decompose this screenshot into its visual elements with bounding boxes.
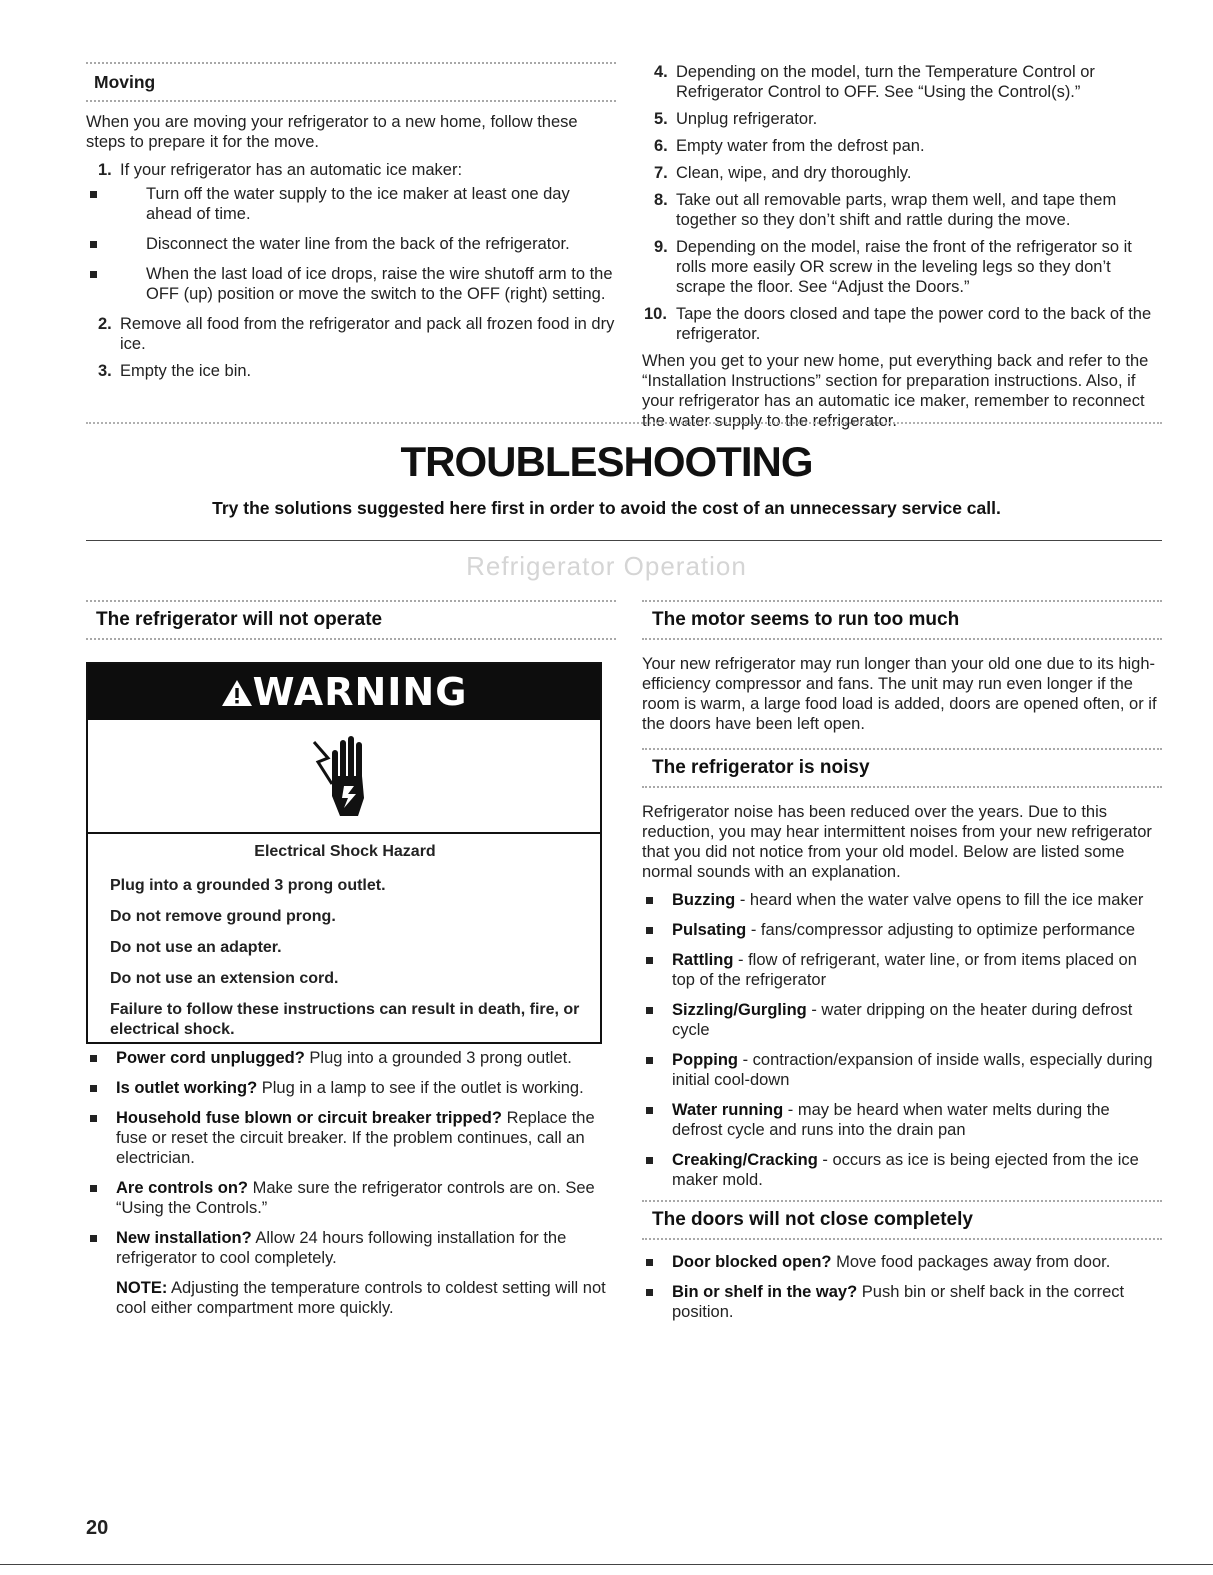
divider bbox=[642, 786, 1162, 788]
list-item: Buzzing - heard when the water valve opens to fill the ice maker bbox=[642, 890, 1162, 910]
list-item: Sizzling/Gurgling - water dripping on the heater during defrost cycle bbox=[642, 1000, 1162, 1040]
page-title: TROUBLESHOOTING bbox=[400, 438, 813, 485]
divider bbox=[642, 638, 1162, 640]
list-item: Are controls on? Make sure the refrigerator controls are on. See “Using the Controls.” bbox=[86, 1178, 606, 1218]
moving-steps-list bbox=[86, 160, 616, 381]
list-item: Power cord unplugged? Plug into a grounded 3 prong outlet. bbox=[86, 1048, 606, 1068]
note: NOTE: Adjusting the temperature controls to coldest setting will not cool either compartment more quickly. bbox=[116, 1279, 606, 1317]
not-operate-heading-block bbox=[86, 600, 616, 640]
hazard-label: Electrical Shock Hazard bbox=[254, 843, 436, 860]
moving-step: 9. Depending on the model, raise the front of the refrigerator so it rolls more easily OR screw in the leveling legs so they don’t scrape the floor. See “Adjust the Doors.” bbox=[654, 238, 1132, 296]
list-item: New installation? Allow 24 hours following installation for the refrigerator to cool completely. bbox=[86, 1228, 606, 1268]
warning-line: Failure to follow these instructions can result in death, fire, or electrical shock. bbox=[110, 1001, 580, 1038]
list-item: Pulsating - fans/compressor adjusting to optimize performance bbox=[642, 920, 1162, 940]
right-troubleshooting-column bbox=[642, 600, 1162, 1332]
moving-right-column bbox=[642, 62, 1164, 439]
list-item: Door blocked open? Move food packages away from door. bbox=[642, 1252, 1162, 1272]
warning-banner: WARNING bbox=[88, 664, 600, 720]
warning-triangle-icon bbox=[221, 678, 253, 708]
section-divider bbox=[86, 422, 1162, 424]
electrical-shock-hand-icon bbox=[310, 728, 380, 824]
list-item: Creaking/Cracking - occurs as ice is being ejected from the ice maker mold. bbox=[642, 1150, 1162, 1190]
not-operate-heading: The refrigerator will not operate bbox=[96, 609, 383, 630]
noisy-text: Refrigerator noise has been reduced over the years. Due to this reduction, you may hear intermittent noises from your new refrigerator that you did not notice from your old model. Below are listed some normal sounds with an explanation. bbox=[642, 803, 1152, 881]
moving-closing: When you get to your new home, put everything back and refer to the “Installation Instructions” section for preparation instructions. Also, if your refrigerator has an automatic ice maker, remember to reconnect the water supply to the refrigerator. bbox=[642, 352, 1149, 430]
category-title: Refrigerator Operation bbox=[466, 551, 747, 581]
warning-line: Do not remove ground prong. bbox=[110, 908, 336, 925]
page-subtitle: Try the solutions suggested here first in order to avoid the cost of an unnecessary service call. bbox=[212, 498, 1001, 518]
doors-list bbox=[642, 1252, 1162, 1322]
noise-list bbox=[642, 890, 1162, 1190]
moving-step: 7. Clean, wipe, and dry thoroughly. bbox=[654, 164, 912, 182]
divider bbox=[86, 638, 616, 640]
list-item: Bin or shelf in the way? Push bin or shelf back in the correct position. bbox=[642, 1282, 1162, 1322]
not-operate-list bbox=[86, 1048, 606, 1268]
warning-line: Plug into a grounded 3 prong outlet. bbox=[110, 877, 386, 894]
doors-heading: The doors will not close completely bbox=[652, 1209, 973, 1230]
motor-text: Your new refrigerator may run longer than your old one due to its high-efficiency compressor and fans. The unit may run even longer if the room is warm, a large food load is added, doors are opened often, or if the doors have been left open. bbox=[642, 655, 1157, 733]
warning-line: Do not use an extension cord. bbox=[110, 970, 339, 987]
shock-icon-area bbox=[88, 720, 600, 834]
moving-heading: Moving bbox=[94, 72, 156, 92]
moving-step: 8. Take out all removable parts, wrap them well, and tape them together so they don’t shift and rattle during the move. bbox=[654, 191, 1117, 229]
divider bbox=[86, 100, 616, 102]
moving-step: 1. If your refrigerator has an automatic ice maker: Turn off the water supply to the ice maker at least one day ahead of time. Disconnect the water line from the back of the refrigerator. When the last load of ice drops, raise the wire shutoff arm to the OFF (up) position or move the switch to the OFF (right) setting. bbox=[86, 160, 616, 304]
moving-step: 5. Unplug refrigerator. bbox=[654, 110, 818, 128]
list-item: Water running - may be heard when water melts during the defrost cycle and runs into the drain pan bbox=[642, 1100, 1162, 1140]
divider bbox=[642, 1238, 1162, 1240]
moving-steps-list-continued bbox=[642, 62, 1164, 344]
moving-step: 6. Empty water from the defrost pan. bbox=[654, 137, 925, 155]
list-item: Household fuse blown or circuit breaker tripped? Replace the fuse or reset the circuit breaker. If the problem continues, call an electrician. bbox=[86, 1108, 606, 1168]
moving-step: 4. Depending on the model, turn the Temperature Control or Refrigerator Control to OFF. See “Using the Control(s).” bbox=[654, 63, 1095, 101]
moving-intro: When you are moving your refrigerator to a new home, follow these steps to prepare it for the move. bbox=[86, 113, 578, 151]
noisy-heading: The refrigerator is noisy bbox=[652, 757, 870, 778]
moving-step: 3. Empty the ice bin. bbox=[98, 362, 252, 380]
header-rule bbox=[86, 540, 1162, 541]
warning-line: Do not use an adapter. bbox=[110, 939, 282, 956]
moving-left-column bbox=[86, 62, 616, 388]
warning-box bbox=[86, 662, 602, 1044]
list-item: Disconnect the water line from the back of the refrigerator. bbox=[86, 234, 616, 254]
moving-step: 10. Tape the doors closed and tape the power cord to the back of the refrigerator. bbox=[644, 305, 1152, 343]
moving-step: 2. Remove all food from the refrigerator and pack all frozen food in dry ice. bbox=[98, 315, 615, 353]
not-operate-checklist bbox=[86, 1044, 606, 1326]
footer-rule bbox=[0, 1564, 1213, 1565]
page-number: 20 bbox=[86, 1517, 109, 1539]
warning-body bbox=[88, 834, 600, 1040]
list-item: Rattling - flow of refrigerant, water line, or from items placed on top of the refrigerator bbox=[642, 950, 1162, 990]
list-item: When the last load of ice drops, raise the wire shutoff arm to the OFF (up) position or move the switch to the OFF (right) setting. bbox=[86, 264, 616, 304]
list-item: Popping - contraction/expansion of inside walls, especially during initial cool-down bbox=[642, 1050, 1162, 1090]
motor-heading: The motor seems to run too much bbox=[652, 609, 960, 630]
ice-maker-substeps bbox=[86, 184, 616, 304]
list-item: Turn off the water supply to the ice maker at least one day ahead of time. bbox=[86, 184, 616, 224]
list-item: Is outlet working? Plug in a lamp to see if the outlet is working. bbox=[86, 1078, 606, 1098]
